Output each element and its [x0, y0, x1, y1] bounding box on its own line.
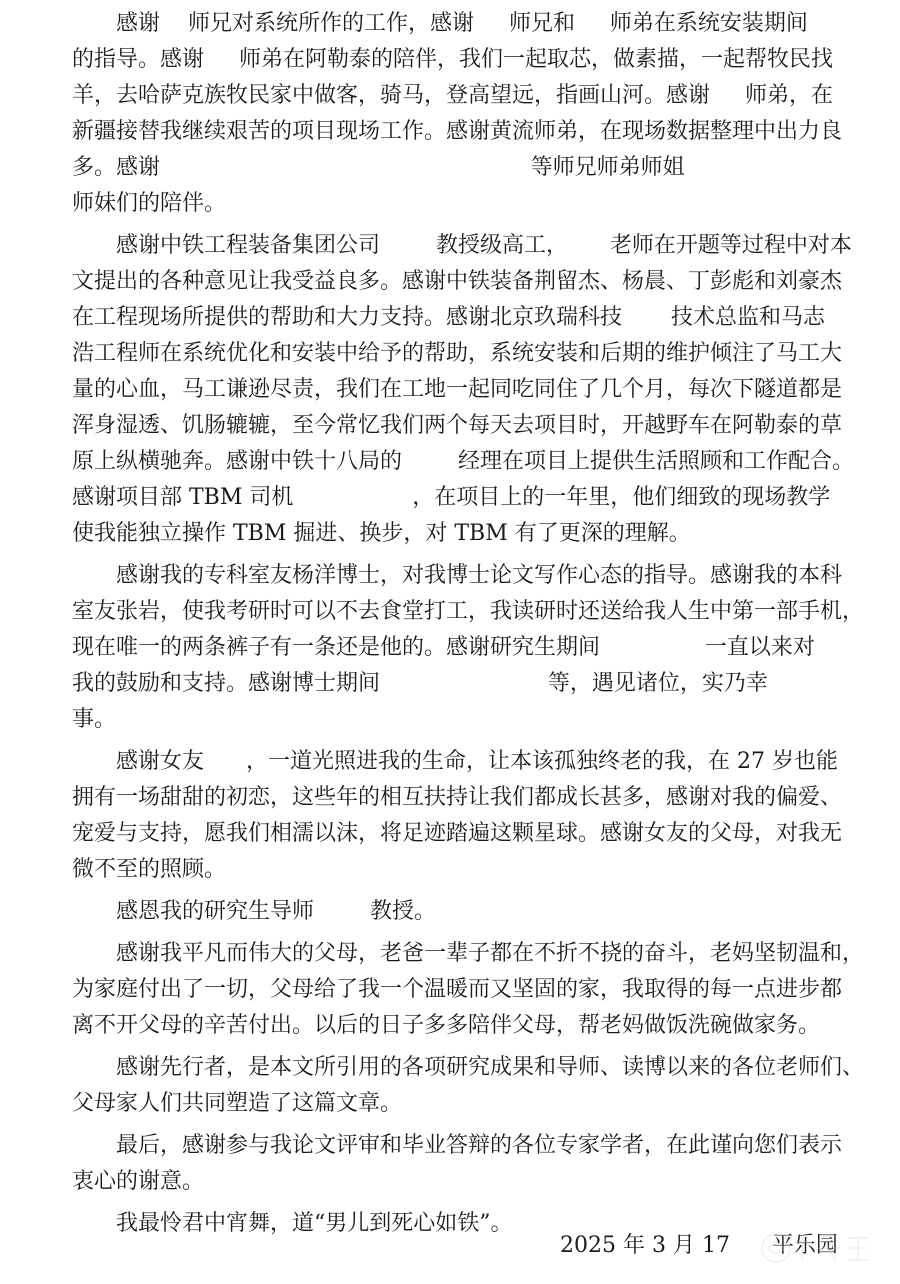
text-line: 感谢先行者，是本文所引用的各项研究成果和导师、读博以来的各位老师们、 [116, 1055, 865, 1080]
text-line: 使我能独立操作 TBM 掘进、换步，对 TBM 有了更深的理解。 [72, 521, 691, 546]
text-line: 新疆接替我继续艰苦的项目现场工作。感谢黄流师弟，在现场数据整理中出力良 [72, 119, 843, 144]
text-line: 量的心血，马工谦逊尽责，我们在工地一起同吃同住了几个月，每次下隧道都是 [72, 377, 843, 402]
watermark-logo-icon [756, 1224, 876, 1272]
text-line: 感恩我的研究生导师 教授。 [116, 899, 436, 924]
text-line: 浩工程师在系统优化和安装中给予的帮助，系统安装和后期的维护倾注了马工大 [72, 341, 843, 366]
text-line: 感谢女友 ，一道光照进我的生命，让本该孤独终老的我，在 27 岁也能 [116, 749, 838, 774]
text-line: 的指导。感谢 师弟在阿勒泰的陪伴，我们一起取芯，做素描，一起帮牧民找 [72, 47, 833, 72]
text-line: 室友张岩，使我考研时可以不去食堂打工，我读研时还送给我人生中第一部手机， [72, 599, 865, 624]
text-line: 文提出的各种意见让我受益良多。感谢中铁装备荆留杰、杨晨、丁彭彪和刘豪杰 [72, 269, 843, 294]
signature-date: 2025 年 3 月 17 平乐园 [560, 1233, 838, 1258]
paragraph-5 [72, 894, 832, 930]
paragraph-1 [72, 6, 843, 222]
text-line: 衷心的谢意。 [72, 1169, 205, 1194]
text-line: 宠爱与支持，愿我们相濡以沫，将足迹踏遍这颗星球。感谢女友的父母，对我无 [72, 821, 843, 846]
text-line: 我的鼓励和支持。感谢博士期间 等，遇见诸位，实乃幸 [72, 671, 768, 696]
text-line: 羊，去哈萨克族牧民家中做客，骑马，登高望远，指画山河。感谢 师弟，在 [72, 83, 833, 108]
acknowledgement-body [72, 6, 865, 1242]
text-line: 感谢我的专科室友杨洋博士，对我博士论文写作心态的指导。感谢我的本科 [116, 563, 843, 588]
paragraph-8 [72, 1128, 843, 1200]
paragraph-3 [72, 558, 865, 738]
text-line: 为家庭付出了一切，父母给了我一个温暖而又坚固的家，我取得的每一点进步都 [72, 977, 843, 1002]
paragraph-7 [72, 1050, 865, 1122]
text-line: 感谢项目部 TBM 司机 ，在项目上的一年里，他们细致的现场教学 [72, 485, 831, 510]
text-line: 我最怜君中宵舞，道“男儿到死心如铁”。 [116, 1211, 513, 1236]
text-line: 父母家人们共同塑造了这篇文章。 [72, 1091, 403, 1116]
text-line: 在工程现场所提供的帮助和大力支持。感谢北京玖瑞科技 技术总监和马志 [72, 305, 825, 330]
paragraph-2 [72, 228, 854, 552]
paragraph-6 [72, 936, 865, 1044]
paragraph-4 [72, 744, 843, 888]
text-line: 事。 [72, 707, 117, 732]
text-line: 原上纵横驰奔。感谢中铁十八局的 经理在项目上提供生活照顾和工作配合。 [72, 449, 854, 474]
text-line: 感谢中铁工程装备集团公司 教授级高工， 老师在开题等过程中对本 [116, 233, 852, 258]
text-line: 感谢 师兄对系统所作的工作，感谢 师兄和 师弟在系统安装期间 [116, 11, 808, 36]
text-line: 浑身湿透、饥肠辘辘，至今常忆我们两个每天去项目时，开越野车在阿勒泰的草 [72, 413, 843, 438]
text-line: 现在唯一的两条裤子有一条还是他的。感谢研究生期间 一直以来对 [72, 635, 815, 660]
text-line: 感谢我平凡而伟大的父母，老爸一辈子都在不折不挠的奋斗，老妈坚韧温和， [116, 941, 865, 966]
text-line: 离不开父母的辛苦付出。以后的日子多多陪伴父母，帮老妈做饭洗碗做家务。 [72, 1013, 821, 1038]
text-line: 拥有一场甜甜的初恋，这些年的相互扶持让我们都成长甚多，感谢对我的偏爱、 [72, 785, 843, 810]
text-line: 多。感谢 等师兄师弟师姐 [72, 155, 685, 180]
text-line: 师妹们的陪伴。 [72, 191, 227, 216]
text-line: 最后，感谢参与我论文评审和毕业答辩的各位专家学者，在此谨向您们表示 [116, 1133, 843, 1158]
text-line: 微不至的照顾。 [72, 857, 227, 882]
